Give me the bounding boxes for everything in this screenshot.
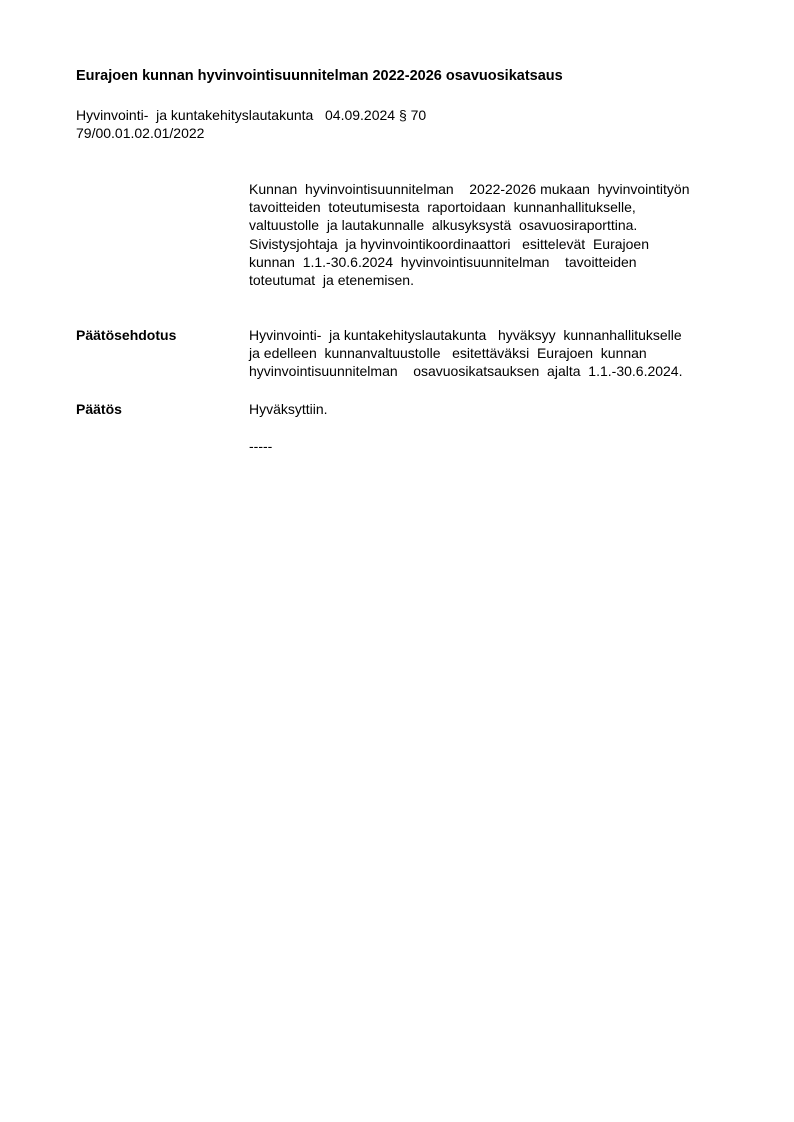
intro-paragraph xyxy=(249,180,729,289)
proposal-line: hyvinvointisuunnitelman osavuosikatsauksen ajalta 1.1.-30.6.2024. xyxy=(249,363,683,380)
meeting-reference-line: Hyvinvointi- ja kuntakehityslautakunta 04.09.2024 § 70 xyxy=(76,107,427,123)
document-title: Eurajoen kunnan hyvinvointisuunnitelman 2022-2026 osavuosikatsaus xyxy=(76,68,563,84)
proposal-line: Hyvinvointi- ja kuntakehityslautakunta hyväksyy kunnanhallitukselle xyxy=(249,327,682,343)
decision-text xyxy=(249,400,729,418)
intro-line: Kunnan hyvinvointisuunnitelman 2022-2026 mukaan hyvinvointityön xyxy=(249,181,690,197)
intro-line: tavoitteiden toteutumisesta raportoidaan kunnanhallitukselle, xyxy=(249,199,636,216)
proposal-label: Päätösehdotus xyxy=(76,327,177,343)
record-number: 79/00.01.02.01/2022 xyxy=(76,125,205,141)
intro-line: toteutumat ja etenemisen. xyxy=(249,272,414,289)
intro-line: valtuustolle ja lautakunnalle alkusyksystä osavuosiraporttina. xyxy=(249,217,638,234)
proposal-text xyxy=(249,326,729,381)
decision-label: Päätös xyxy=(76,401,122,417)
decision-line: Hyväksyttiin. xyxy=(249,401,328,417)
intro-line: Sivistysjohtaja ja hyvinvointikoordinaattori esittelevät Eurajoen xyxy=(249,235,649,252)
meeting-reference xyxy=(76,106,426,142)
intro-line: kunnan 1.1.-30.6.2024 hyvinvointisuunnitelman tavoitteiden xyxy=(249,253,637,270)
separator-line: ----- xyxy=(249,438,273,454)
proposal-line: ja edelleen kunnanvaltuustolle esitettäväksi Eurajoen kunnan xyxy=(249,345,647,362)
